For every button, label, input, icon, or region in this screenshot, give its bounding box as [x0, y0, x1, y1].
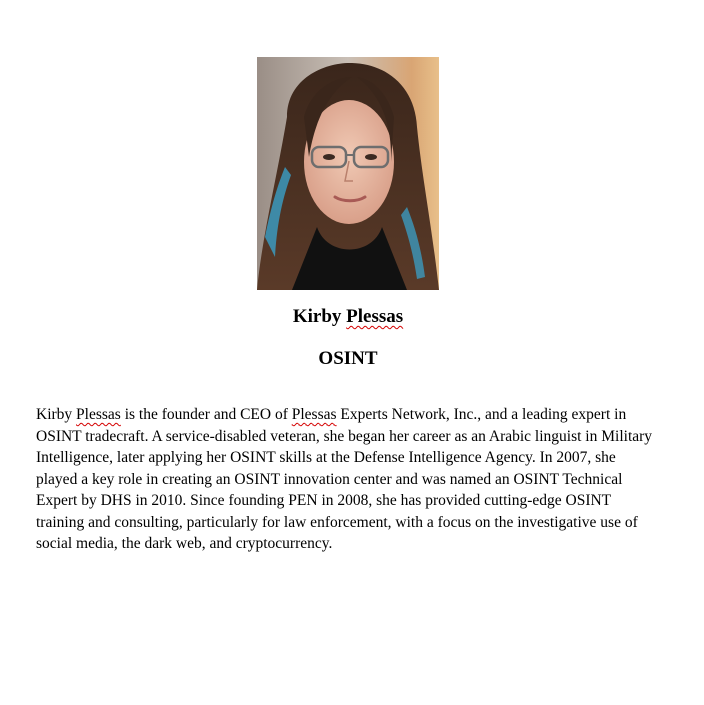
bio-company-surname: Plessas — [291, 406, 337, 423]
bio-text-segment: Kirby — [36, 406, 77, 423]
person-first-name: Kirby — [292, 306, 342, 327]
bio-surname: Plessas — [76, 406, 121, 423]
person-subtitle: OSINT — [318, 348, 378, 369]
bio-text-segment: is the founder and CEO of — [120, 406, 292, 423]
bio-text-segment: Experts Network, Inc., and a leading expert in OSINT tradecraft. A service-disabled veteran, she began her career as an Arabic linguist in Military Intelligence, later applying her OSINT skills at the Defense Intelligence Agency. In 2007, she played a key role in creating an OSINT innovation center and was named an OSINT Technical Expert by DHS in 2010. Since founding PEN in 2008, she has provided cutting-edge OSINT training and consulting, particularly for law enforcement, with a focus on the investigative use of social media, the dark web, and cryptocurrency. — [36, 406, 653, 552]
biography-paragraph — [36, 404, 654, 555]
profile-photo — [257, 57, 439, 290]
person-name — [0, 305, 696, 329]
person-last-name: Plessas — [346, 306, 404, 327]
